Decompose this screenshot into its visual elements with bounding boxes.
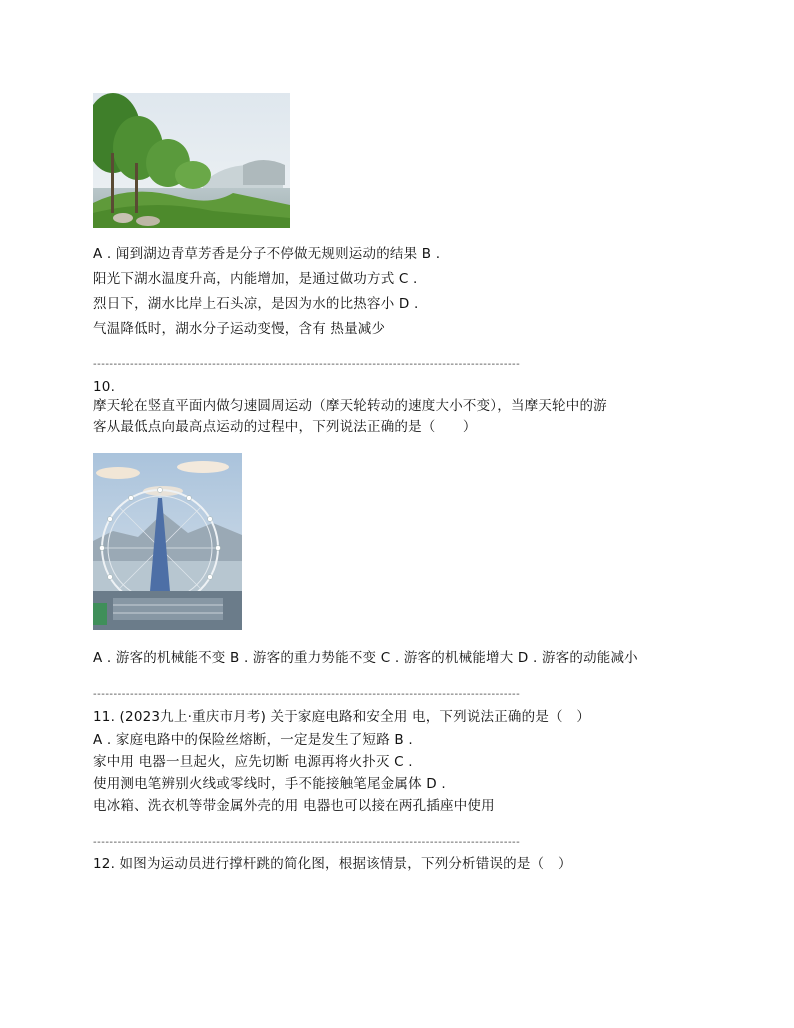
q9-option-b-c: 阳光下湖水温度升高，内能增加，是通过做功方式 C . (93, 271, 418, 287)
q10-stem-line1: 摩天轮在竖直平面内做匀速圆周运动（摩天轮转动的速度大小不变），当摩天轮中的游 (93, 398, 607, 414)
q11-option-d: 电冰箱、洗衣机等带金属外壳的用 电器也可以接在两孔插座中使用 (93, 798, 495, 814)
q9-option-a-b: A . 闻到湖边青草芳香是分子不停做无规则运动的结果 B . (93, 246, 441, 262)
lake-photo (93, 93, 290, 228)
ferris-wheel-photo (93, 453, 242, 630)
q11-stem: 11. (2023九上·重庆市月考) 关于家庭电路和安全用 电，下列说法正确的是（ ） (93, 709, 591, 725)
separator: -------------------------------------------------------------------------------------------------------- (93, 359, 521, 370)
q12-stem: 12. 如图为运动员进行撑杆跳的简化图，根据该情景，下列分析错误的是（ ） (93, 856, 572, 872)
q10-options: A . 游客的机械能不变 B . 游客的重力势能不变 C . 游客的机械能增大 D . 游客的动能减小 (93, 650, 638, 666)
q9-option-c-d: 烈日下，湖水比岸上石头凉，是因为水的比热容小 D . (93, 296, 419, 312)
q10-stem-line2: 客从最低点向最高点运动的过程中，下列说法正确的是（ ） (93, 419, 477, 435)
separator: -------------------------------------------------------------------------------------------------------- (93, 689, 521, 700)
q11-option-a-b: A . 家庭电路中的保险丝熔断，一定是发生了短路 B . (93, 732, 413, 748)
q10-number: 10. (93, 379, 116, 395)
q9-option-d: 气温降低时，湖水分子运动变慢，含有 热量减少 (93, 321, 386, 337)
q11-option-c-d: 使用测电笔辨别火线或零线时，手不能接触笔尾金属体 D . (93, 776, 446, 792)
separator: -------------------------------------------------------------------------------------------------------- (93, 837, 521, 848)
q11-option-b-c: 家中用 电器一旦起火，应先切断 电源再将火扑灭 C . (93, 754, 413, 770)
